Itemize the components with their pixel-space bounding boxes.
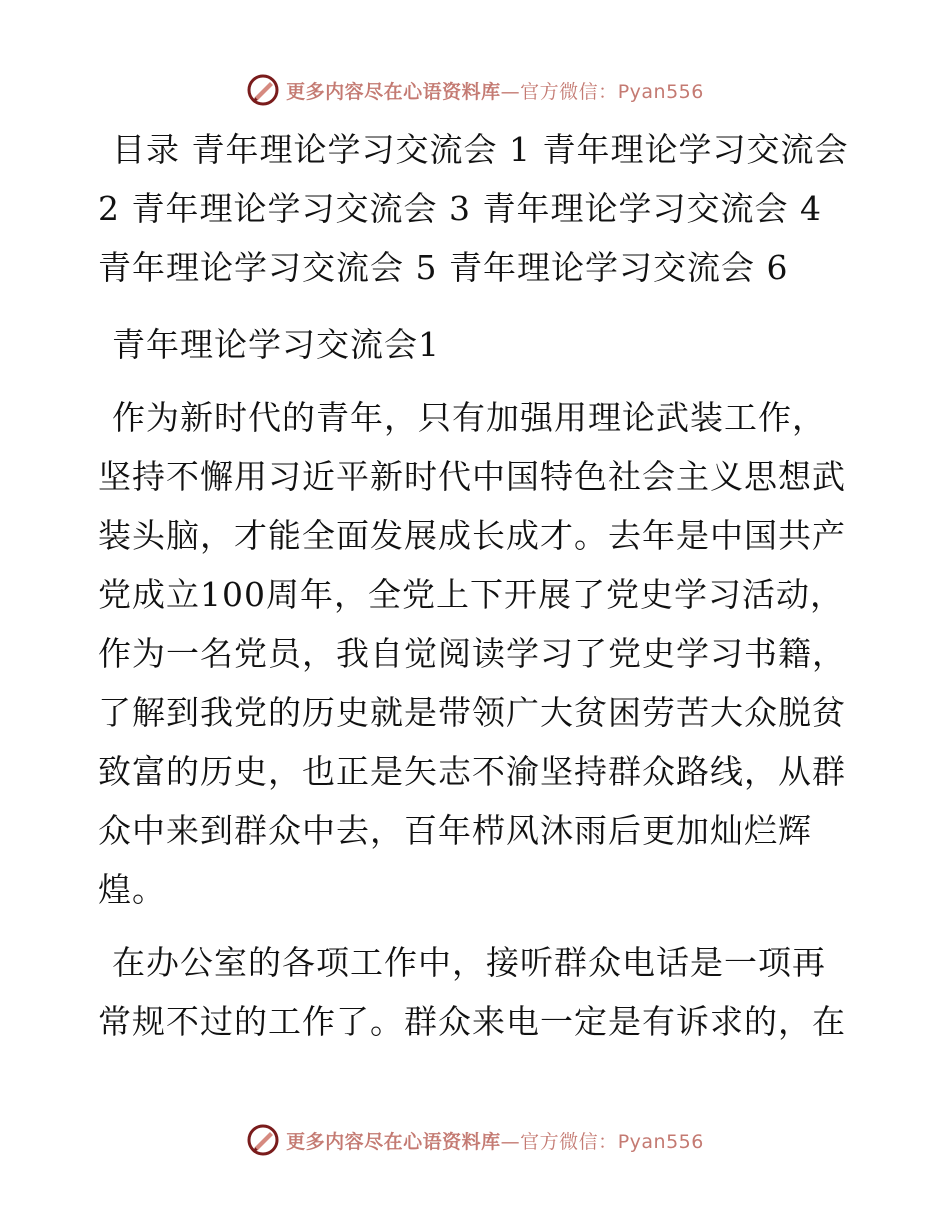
banner-text: [286, 77, 704, 104]
brand-logo-icon: [246, 73, 280, 107]
footer-banner: [0, 1120, 950, 1160]
body-paragraph-2: 在办公室的各项工作中，接听群众电话是一项再常规不过的工作了。群众来电一定是有诉求的，在: [98, 943, 846, 1041]
banner-separator: —: [500, 80, 521, 103]
document-body: [98, 120, 850, 1065]
banner-brand: 更多内容尽在心语资料库: [286, 1130, 501, 1153]
brand-logo-icon: [246, 1123, 280, 1157]
section-heading: 青年理论学习交流会1: [112, 325, 440, 364]
banner-contact-id: Pyan556: [617, 80, 704, 103]
banner-text: [286, 1127, 704, 1154]
banner-brand: 更多内容尽在心语资料库: [286, 80, 501, 103]
header-banner: [0, 70, 950, 110]
banner-contact-label: 官方微信：: [520, 1130, 618, 1153]
banner-contact-id: Pyan556: [617, 1130, 704, 1153]
banner-separator: —: [500, 1130, 521, 1153]
table-of-contents: 目录 青年理论学习交流会 1 青年理论学习交流会 2 青年理论学习交流会 3 青年理论学习交流会 4 青年理论学习交流会 5 青年理论学习交流会 6: [98, 130, 849, 287]
body-paragraph-1: 作为新时代的青年，只有加强用理论武装工作，坚持不懈用习近平新时代中国特色社会主义思想武装头脑，才能全面发展成长成才。去年是中国共产党成立100周年，全党上下开展了党史学习活动，作为一名党员，我自觉阅读学习了党史学习书籍，了解到我党的历史就是带领广大贫困劳苦大众脱贫致富的历史，也正是矢志不渝坚持群众路线，从群众中来到群众中去，百年栉风沐雨后更加灿烂辉煌。: [98, 398, 846, 909]
banner-contact-label: 官方微信：: [520, 80, 618, 103]
